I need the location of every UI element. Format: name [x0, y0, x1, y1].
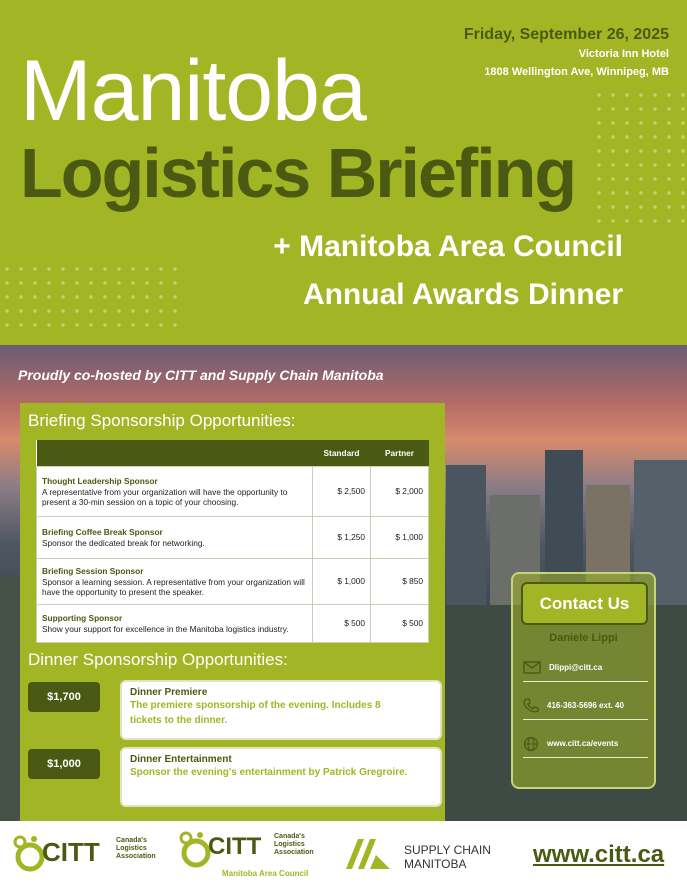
cohost-text: Proudly co-hosted by CITT and Supply Chain Manitoba — [18, 367, 384, 383]
dot-pattern — [592, 88, 687, 228]
table-row — [37, 466, 429, 516]
subtitle-awards-dinner: Annual Awards Dinner — [302, 278, 623, 311]
phone-icon — [523, 698, 539, 714]
price-partner: $ 850 — [371, 558, 429, 604]
title-manitoba: Manitoba — [20, 43, 366, 139]
price-standard: $ 1,000 — [313, 558, 371, 604]
dinner-item-name: Dinner Premiere — [130, 687, 208, 698]
website-link[interactable]: www.citt.ca — [533, 841, 665, 868]
dinner-item-desc: The premiere sponsorship of the evening. Includes 8 tickets to the dinner. — [130, 700, 381, 726]
sponsor-name: Thought Leadership Sponsor — [42, 475, 158, 486]
citt-tag-line: Logistics — [116, 845, 147, 853]
price-standard: $ 500 — [313, 604, 371, 642]
table-row — [37, 604, 429, 642]
briefing-heading: Briefing Sponsorship Opportunities: — [28, 411, 296, 430]
citt-tagline — [274, 833, 314, 857]
table-header-row — [37, 440, 429, 466]
dinner-item-name: Dinner Entertainment — [130, 754, 232, 765]
col-standard: Standard — [313, 440, 371, 466]
price-standard: $ 1,250 — [313, 516, 371, 558]
sponsor-cell — [37, 558, 313, 604]
sponsor-desc: Sponsor the dedicated break for networking. — [42, 537, 205, 548]
col-partner: Partner — [371, 440, 429, 466]
event-venue: Victoria Inn Hotel — [578, 48, 669, 60]
event-date: Friday, September 26, 2025 — [463, 26, 669, 43]
citt-tag-line: Association — [116, 853, 156, 861]
contact-web-row[interactable] — [523, 730, 648, 758]
city-building — [446, 465, 486, 605]
sponsor-cell — [37, 516, 313, 558]
supply-chain-manitoba-icon — [344, 835, 396, 871]
price-standard: $ 2,500 — [313, 466, 371, 516]
dinner-item-box — [120, 680, 442, 740]
table-row — [37, 558, 429, 604]
city-ground — [0, 575, 20, 821]
sponsor-cell — [37, 604, 313, 642]
price-partner: $ 1,000 — [371, 516, 429, 558]
scm-line: MANITOBA — [404, 857, 467, 872]
citt-tag-line: Canada's — [274, 833, 305, 840]
contact-name: Daniele Lippi — [549, 632, 618, 644]
citt-logo-word: CITT — [208, 833, 262, 860]
dot-pattern — [0, 262, 180, 332]
briefing-table — [36, 440, 429, 643]
dinner-item-desc: Sponsor the evening's entertainment by Patrick Gregroire. — [130, 767, 408, 778]
sponsor-name: Supporting Sponsor — [42, 612, 123, 623]
table-header-blank — [37, 440, 313, 466]
footer — [0, 821, 687, 889]
contact-email-row[interactable] — [523, 654, 648, 682]
title-logistics-briefing: Logistics Briefing — [20, 134, 576, 212]
dinner-heading: Dinner Sponsorship Opportunities: — [28, 650, 288, 669]
citt-tag-line: Association — [274, 849, 314, 857]
citt-logo-word: CITT — [42, 837, 100, 867]
scm-line: SUPPLY CHAIN — [404, 843, 491, 857]
sponsor-desc: Show your support for excellence in the Manitoba logistics industry. — [42, 623, 289, 634]
price-partner: $ 500 — [371, 604, 429, 642]
dinner-item-box — [120, 747, 442, 807]
subtitle-area-council: + Manitoba Area Council — [273, 230, 623, 263]
citt-tag-line: Logistics — [274, 841, 305, 849]
dinner-price-pill: $1,000 — [28, 749, 100, 779]
scm-name — [404, 843, 491, 872]
header-banner — [0, 0, 687, 345]
contact-card — [511, 572, 656, 789]
sponsor-desc: A representative from your organization will have the opportunity to present a 30-min session on a topic of your choosing. — [42, 486, 288, 507]
table-row — [37, 516, 429, 558]
envelope-icon — [523, 661, 541, 674]
contact-email[interactable]: Dlippi@citt.ca — [549, 663, 603, 672]
sponsor-desc: Sponsor a learning session. A representative from your organization will have the opportunity to present the speaker. — [42, 576, 305, 597]
gear-icon — [12, 833, 46, 873]
sponsorship-panel — [20, 403, 445, 821]
council-label: Manitoba Area Council — [222, 869, 309, 878]
price-partner: $ 2,000 — [371, 466, 429, 516]
sponsor-cell — [37, 466, 313, 516]
sponsor-name: Briefing Session Sponsor — [42, 565, 144, 576]
dinner-price-pill: $1,700 — [28, 682, 100, 712]
contact-web[interactable]: www.citt.ca/events — [547, 739, 619, 748]
contact-phone-row[interactable] — [523, 692, 648, 720]
contact-phone[interactable]: 416-363-5696 ext. 40 — [547, 701, 624, 710]
globe-icon — [523, 736, 539, 752]
gear-icon — [178, 829, 212, 869]
contact-us-button[interactable]: Contact Us — [521, 582, 648, 625]
citt-tag-line: Canada's — [116, 837, 147, 844]
sponsor-name: Briefing Coffee Break Sponsor — [42, 526, 163, 537]
citt-tagline — [116, 837, 156, 861]
event-address: 1808 Wellington Ave, Winnipeg, MB — [484, 66, 669, 78]
